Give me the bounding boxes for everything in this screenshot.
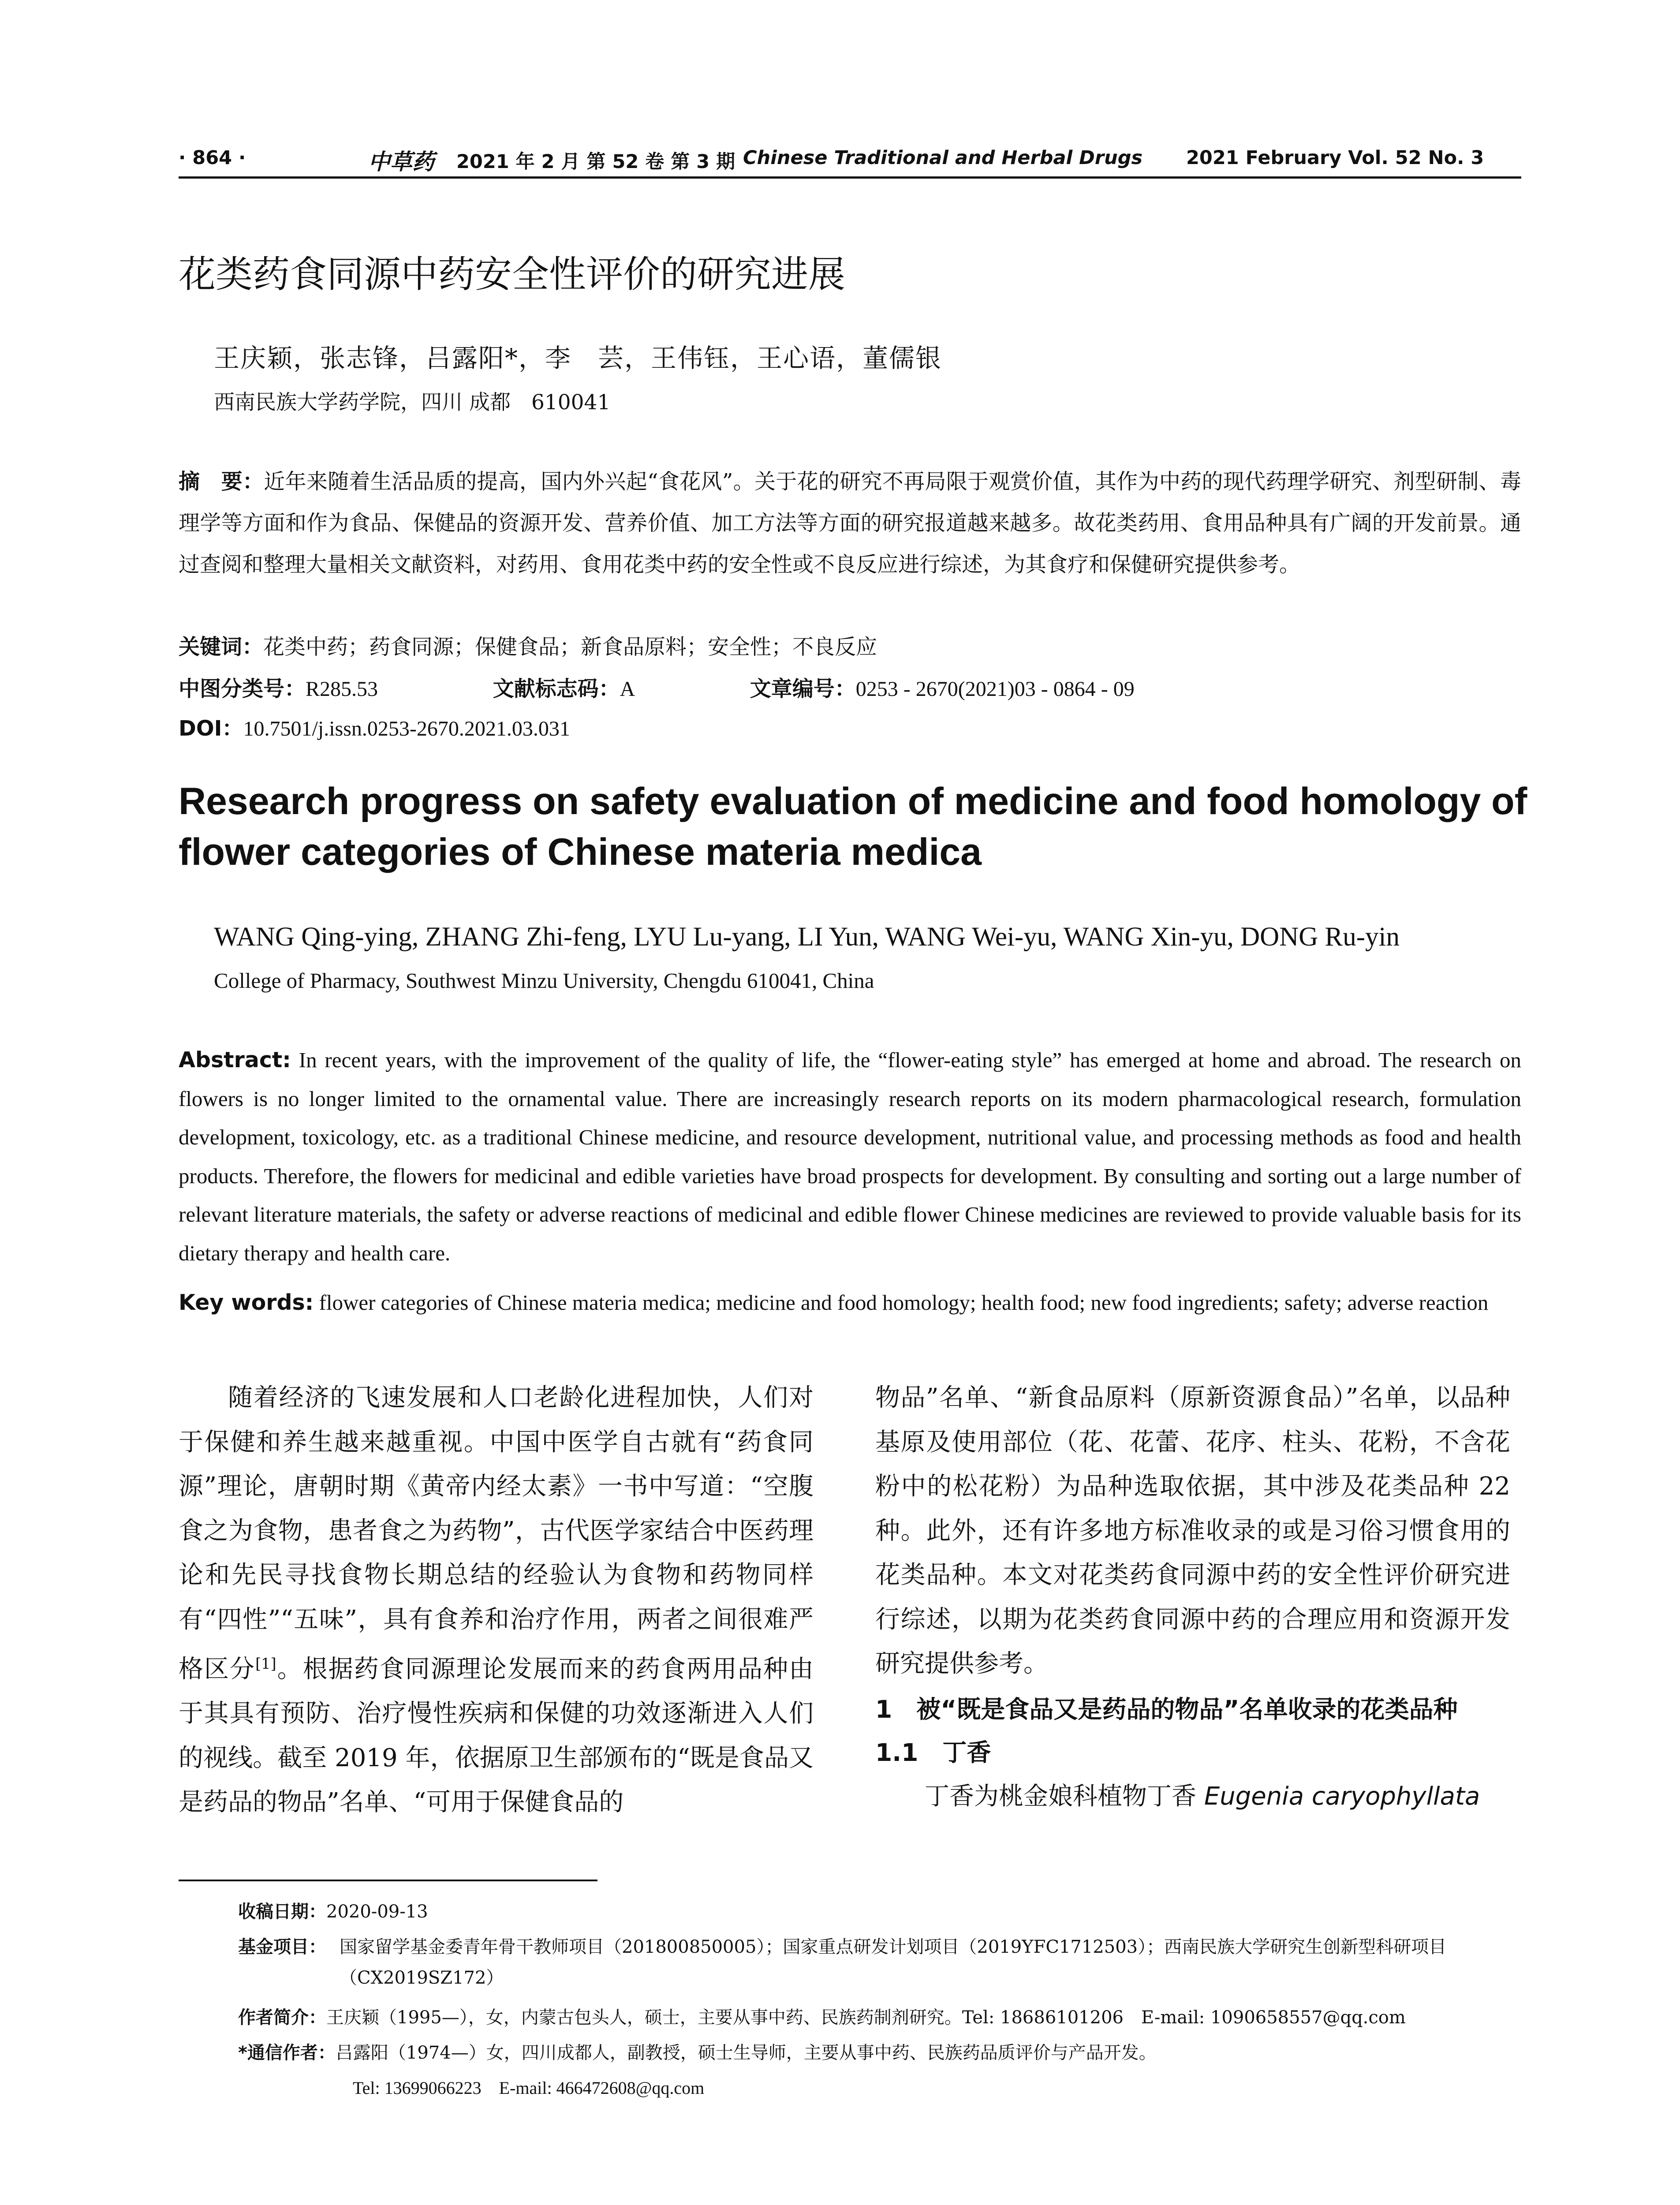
corr-value: 吕露阳（1974—）女，四川成都人，副教授，硕士生导师，主要从事中药、民族药品质评价与产品开发。 [335,2043,1157,2063]
abstract-en-label: Abstract: [179,1047,291,1073]
paragraph-text: 随着经济的飞速发展和人口老龄化进程加快，人们对于保健和养生越来越重视。中国中医学自古就有“药食同源”理论，唐朝时期《黄帝内经太素》一书中写道：“空腹食之为食物，患者食之为药物”，古代医学家结合中医药理论和先民寻找食物长期总结的经验认为食物和药物同样有“四性”“五味”，具有食养和治疗作用，两者之间很难严格区分 [179,1383,814,1684]
corr-label: *通信作者： [238,2043,336,2063]
abstract-cn [179,461,1521,585]
doi-value[interactable]: 10.7501/j.issn.0253-2670.2021.03.031 [243,717,570,740]
received-value: 2020-09-13 [326,1902,428,1922]
received-label: 收稿日期： [238,1902,326,1922]
abstract-cn-text: 近年来随着生活品质的提高，国内外兴起“食花风”。关于花的研究不再局限于观赏价值，其作为中药的现代药理学研究、剂型研制、毒理学等方面和作为食品、保健品的资源开发、营养价值、加工方法等方面的研究报道越来越多。故花类药用、食用品种具有广阔的开发前景。通过查阅和整理大量相关文献资料，对药用、食用花类中药的安全性或不良反应进行综述，为其食疗和保健研究提供参考。 [179,469,1521,577]
citation-ref[interactable]: [1] [255,1655,276,1672]
paragraph-text: 丁香为桃金娘科植物丁香 [925,1782,1204,1811]
author-label: 作者简介： [238,2007,326,2028]
authors-cn: 王庆颖，张志锋，吕露阳*，李 芸，王伟钰，王心语，董儒银 [214,343,942,373]
classification-line [179,668,1521,710]
body-paragraph [179,1376,814,1825]
doi-label: DOI： [179,716,243,741]
affiliation-cn: 西南民族大学药学院，四川 成都 610041 [214,390,611,415]
paragraph-text: 。根据药食同源理论发展而来的药食两用品种由于其具有预防、治疗慢性疾病和保健的功效逐渐进入人们的视线。截至 2019 年，依据原卫生部颁布的“既是食品又是药品的物品”名单、“可用于保健食品的 [179,1655,814,1817]
clc-label: 中图分类号： [179,676,306,701]
journal-name-cn: 中草药 [368,149,434,175]
abstract-en [179,1041,1521,1272]
fund-value: 国家留学基金委青年骨干教师项目（201800850005）；国家重点研发计划项目（2019YFC1712503）；西南民族大学研究生创新型科研项目（CX2019SZ172） [340,1937,1447,1988]
article-no-label: 文章编号： [750,676,856,701]
footnote-corresponding [238,2037,1521,2068]
journal-name-en: Chinese Traditional and Herbal Drugs [743,147,1143,169]
running-header [179,143,1521,179]
body-paragraph [875,1775,1510,1819]
footnote-author [238,2002,1521,2033]
keywords-cn-text: 花类中药；药食同源；保健食品；新食品原料；安全性；不良反应 [263,635,877,659]
body-column-left [179,1376,814,1825]
fund-label: 基金项目： [238,1937,326,1957]
footnote-rule [179,1880,597,1881]
footnote-fund [238,1932,1521,1993]
abstract-en-text: In recent years, with the improvement of the quality of life, the “flower-eating style” has emerged at home and abroad. The research on flowers is no longer limited to the ornamental value. There are increasingly research reports on its modern pharmacological research, formulation development, toxicology, etc. as a traditional Chinese medicine, and resource development, nutritional value, and processing methods as food and health products. Therefore, the flowers for medicinal and edible varieties have broad prospects for development. By consulting and sorting out a large number of relevant literature materials, the safety or adverse reactions of medicinal and edible flower Chinese medicines are reviewed to provide valuable basis for its dietary therapy and health care. [179,1048,1521,1265]
issue-cn: 2021 年 2 月 第 52 卷 第 3 期 [456,151,735,173]
corr-contact: Tel: 13699066223 E-mail: 466472608@qq.com [353,2078,705,2098]
keywords-en-text: flower categories of Chinese materia medica; medicine and food homology; health food; new food ingredients; safety; adverse reaction [319,1290,1489,1315]
body-column-right [875,1376,1510,1819]
page-number: · 864 · [179,147,246,169]
doc-code-label: 文献标志码： [493,676,620,701]
header-rule [179,176,1521,179]
footnote-received [238,1896,1521,1927]
title-en: Research progress on safety evaluation of medicine and food homology of flower categories of Chinese materia medica [179,780,1527,873]
latin-name: Eugenia caryophyllata [1204,1782,1480,1811]
author-value: 王庆颖（1995—），女，内蒙古包头人，硕士，主要从事中药、民族药制剂研究。Tel: 18686101206 E-mail: 1090658557@qq.com [326,2007,1406,2028]
authors-en: WANG Qing-ying, ZHANG Zhi-feng, LYU Lu-yang, LI Yun, WANG Wei-yu, WANG Xin-yu, DONG Ru-yin [214,922,1400,952]
section-heading-1: 1 被“既是食品又是药品的物品”名单收录的花类品种 [875,1695,1458,1723]
keywords-en [179,1283,1521,1322]
abstract-cn-label: 摘 要： [179,469,264,494]
affiliation-en: College of Pharmacy, Southwest Minzu University, Chengdu 610041, China [214,968,874,993]
clc-value: R285.53 [306,677,378,701]
section-heading-1-1: 1.1 丁香 [875,1738,991,1767]
body-paragraph: 物品”名单、“新食品原料（原新资源食品）”名单，以品种基原及使用部位（花、花蕾、花序、柱头、花粉，不含花粉中的松花粉）为品种选取依据，其中涉及花类品种 22 种。此外，还有许多地方标准收录的或是习俗习惯食用的花类品种。本文对花类药食同源中药的安全性评价研究进行综述，以期为花类药食同源中药的合理应用和资源开发研究提供参考。 [875,1383,1510,1678]
keywords-en-label: Key words: [179,1290,314,1315]
keywords-cn [179,626,1521,668]
keywords-cn-label: 关键词： [179,635,264,659]
article-no-value: 0253 - 2670(2021)03 - 0864 - 09 [855,677,1135,701]
doc-code-value: A [620,677,635,701]
title-cn: 花类药食同源中药安全性评价的研究进展 [179,253,846,296]
issue-en: 2021 February Vol. 52 No. 3 [1186,147,1484,169]
doi-line [179,708,1521,750]
